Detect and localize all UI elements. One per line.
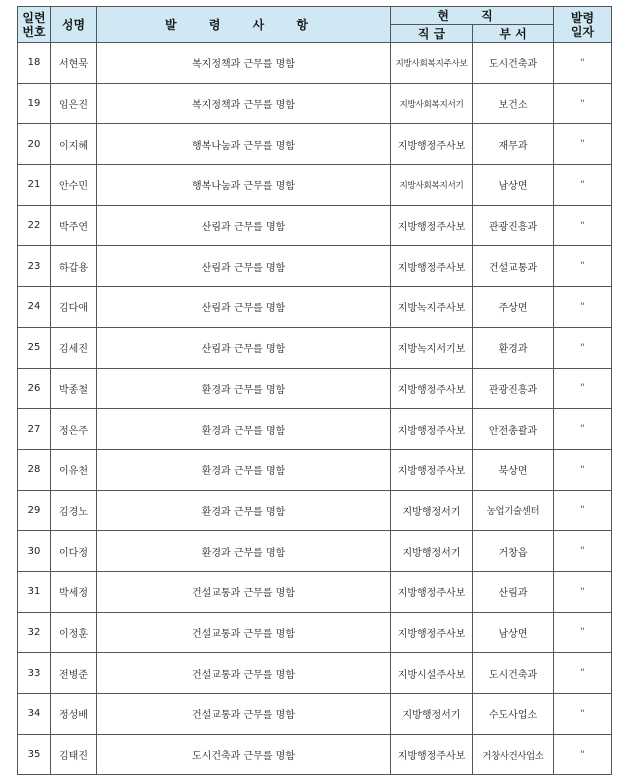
serial-number-cell: 30 xyxy=(18,531,51,572)
name-cell: 김태진 xyxy=(51,734,97,775)
order-date-cell: " xyxy=(554,43,612,84)
department-cell: 도시건축과 xyxy=(473,653,554,694)
rank-cell: 지방사회복지주사보 xyxy=(391,43,473,84)
department-cell: 건설교통과 xyxy=(473,246,554,287)
rank-cell: 지방사회복지서기 xyxy=(391,165,473,206)
order-cell: 환경과 근무를 명함 xyxy=(97,490,391,531)
order-cell: 건설교통과 근무를 명함 xyxy=(97,571,391,612)
name-cell: 정성배 xyxy=(51,694,97,735)
rank-cell: 지방행정서기 xyxy=(391,490,473,531)
serial-number-cell: 32 xyxy=(18,612,51,653)
serial-number-cell: 26 xyxy=(18,368,51,409)
order-date-cell: " xyxy=(554,531,612,572)
name-cell: 김세진 xyxy=(51,327,97,368)
rank-cell: 지방시설주사보 xyxy=(391,653,473,694)
rank-cell: 지방행정주사보 xyxy=(391,612,473,653)
table-row xyxy=(18,83,612,124)
department-cell: 재무과 xyxy=(473,124,554,165)
order-cell: 산림과 근무를 명함 xyxy=(97,205,391,246)
order-date-cell: " xyxy=(554,327,612,368)
rank-cell: 지방녹지서기보 xyxy=(391,327,473,368)
rank-cell: 지방행정주사보 xyxy=(391,368,473,409)
table-row xyxy=(18,43,612,84)
department-cell: 보건소 xyxy=(473,83,554,124)
name-cell: 이지혜 xyxy=(51,124,97,165)
name-cell: 이다정 xyxy=(51,531,97,572)
department-cell: 산림과 xyxy=(473,571,554,612)
order-cell: 산림과 근무를 명함 xyxy=(97,246,391,287)
order-cell: 환경과 근무를 명함 xyxy=(97,409,391,450)
header-order-date-line2: 일자 xyxy=(570,24,595,39)
order-cell: 환경과 근무를 명함 xyxy=(97,449,391,490)
header-serial-number-line1: 일련 xyxy=(22,10,46,25)
department-cell: 주상면 xyxy=(473,287,554,328)
department-cell: 북상면 xyxy=(473,449,554,490)
rank-cell: 지방행정주사보 xyxy=(391,124,473,165)
header-current-position: 현 직 xyxy=(391,7,554,25)
header-rank: 직 급 xyxy=(391,25,473,43)
order-date-cell: " xyxy=(554,653,612,694)
table-row xyxy=(18,409,612,450)
table-row xyxy=(18,287,612,328)
department-cell: 거창읍 xyxy=(473,531,554,572)
table-row xyxy=(18,490,612,531)
order-cell: 도시건축과 근무를 명함 xyxy=(97,734,391,775)
order-cell: 환경과 근무를 명함 xyxy=(97,531,391,572)
rank-cell: 지방행정서기 xyxy=(391,694,473,735)
order-date-cell: " xyxy=(554,694,612,735)
serial-number-cell: 29 xyxy=(18,490,51,531)
order-date-cell: " xyxy=(554,571,612,612)
table-row xyxy=(18,571,612,612)
name-cell: 전병준 xyxy=(51,653,97,694)
serial-number-cell: 21 xyxy=(18,165,51,206)
name-cell: 정은주 xyxy=(51,409,97,450)
serial-number-cell: 18 xyxy=(18,43,51,84)
header-order: 발 령 사 항 xyxy=(97,7,391,43)
rank-cell: 지방행정주사보 xyxy=(391,571,473,612)
order-date-cell: " xyxy=(554,83,612,124)
table-row xyxy=(18,531,612,572)
department-cell: 수도사업소 xyxy=(473,694,554,735)
personnel-order-table xyxy=(17,6,612,775)
department-cell: 관광진흥과 xyxy=(473,368,554,409)
order-date-cell: " xyxy=(554,368,612,409)
order-date-cell: " xyxy=(554,490,612,531)
order-cell: 복지정책과 근무를 명함 xyxy=(97,83,391,124)
order-date-cell: " xyxy=(554,734,612,775)
serial-number-cell: 28 xyxy=(18,449,51,490)
table-row xyxy=(18,327,612,368)
order-cell: 건설교통과 근무를 명함 xyxy=(97,653,391,694)
rank-cell: 지방사회복지서기 xyxy=(391,83,473,124)
table-row xyxy=(18,165,612,206)
department-cell: 남상면 xyxy=(473,165,554,206)
rank-cell: 지방행정주사보 xyxy=(391,246,473,287)
serial-number-cell: 19 xyxy=(18,83,51,124)
order-cell: 행복나눔과 근무를 명함 xyxy=(97,165,391,206)
rank-cell: 지방행정주사보 xyxy=(391,734,473,775)
order-cell: 행복나눔과 근무를 명함 xyxy=(97,124,391,165)
serial-number-cell: 23 xyxy=(18,246,51,287)
header-department: 부 서 xyxy=(473,25,554,43)
order-cell: 산림과 근무를 명함 xyxy=(97,287,391,328)
order-cell: 환경과 근무를 명함 xyxy=(97,368,391,409)
department-cell: 안전총괄과 xyxy=(473,409,554,450)
name-cell: 하갑용 xyxy=(51,246,97,287)
serial-number-cell: 31 xyxy=(18,571,51,612)
table-row xyxy=(18,246,612,287)
order-date-cell: " xyxy=(554,449,612,490)
order-cell: 산림과 근무를 명함 xyxy=(97,327,391,368)
department-cell: 도시건축과 xyxy=(473,43,554,84)
name-cell: 박종철 xyxy=(51,368,97,409)
order-date-cell: " xyxy=(554,246,612,287)
serial-number-cell: 35 xyxy=(18,734,51,775)
department-cell: 남상면 xyxy=(473,612,554,653)
name-cell: 김다애 xyxy=(51,287,97,328)
table-body xyxy=(18,43,612,775)
header-serial-number-line2: 번호 xyxy=(22,24,46,39)
rank-cell: 지방행정주사보 xyxy=(391,205,473,246)
serial-number-cell: 22 xyxy=(18,205,51,246)
name-cell: 이정훈 xyxy=(51,612,97,653)
department-cell: 환경과 xyxy=(473,327,554,368)
department-cell: 거창사건사업소 xyxy=(473,734,554,775)
rank-cell: 지방행정주사보 xyxy=(391,409,473,450)
order-date-cell: " xyxy=(554,205,612,246)
table-row xyxy=(18,449,612,490)
table-row xyxy=(18,653,612,694)
order-date-cell: " xyxy=(554,287,612,328)
table-row xyxy=(18,124,612,165)
order-date-cell: " xyxy=(554,165,612,206)
serial-number-cell: 33 xyxy=(18,653,51,694)
serial-number-cell: 20 xyxy=(18,124,51,165)
name-cell: 박주연 xyxy=(51,205,97,246)
department-cell: 농업기술센터 xyxy=(473,490,554,531)
order-date-cell: " xyxy=(554,409,612,450)
table-row xyxy=(18,694,612,735)
name-cell: 이유천 xyxy=(51,449,97,490)
rank-cell: 지방행정주사보 xyxy=(391,449,473,490)
name-cell: 김경노 xyxy=(51,490,97,531)
rank-cell: 지방행정서기 xyxy=(391,531,473,572)
serial-number-cell: 25 xyxy=(18,327,51,368)
serial-number-cell: 27 xyxy=(18,409,51,450)
name-cell: 서현묵 xyxy=(51,43,97,84)
order-date-cell: " xyxy=(554,612,612,653)
name-cell: 박세정 xyxy=(51,571,97,612)
order-cell: 건설교통과 근무를 명함 xyxy=(97,694,391,735)
table-row xyxy=(18,612,612,653)
order-date-cell: " xyxy=(554,124,612,165)
name-cell: 임은진 xyxy=(51,83,97,124)
header-serial-number xyxy=(18,7,51,43)
header-order-date xyxy=(554,7,612,43)
table-row xyxy=(18,368,612,409)
order-cell: 건설교통과 근무를 명함 xyxy=(97,612,391,653)
table-row xyxy=(18,205,612,246)
header-order-date-line1: 발령 xyxy=(570,10,595,25)
order-cell: 복지정책과 근무를 명함 xyxy=(97,43,391,84)
serial-number-cell: 34 xyxy=(18,694,51,735)
serial-number-cell: 24 xyxy=(18,287,51,328)
header-name: 성명 xyxy=(51,7,97,43)
table-row xyxy=(18,734,612,775)
rank-cell: 지방녹지주사보 xyxy=(391,287,473,328)
name-cell: 안수민 xyxy=(51,165,97,206)
department-cell: 관광진흥과 xyxy=(473,205,554,246)
